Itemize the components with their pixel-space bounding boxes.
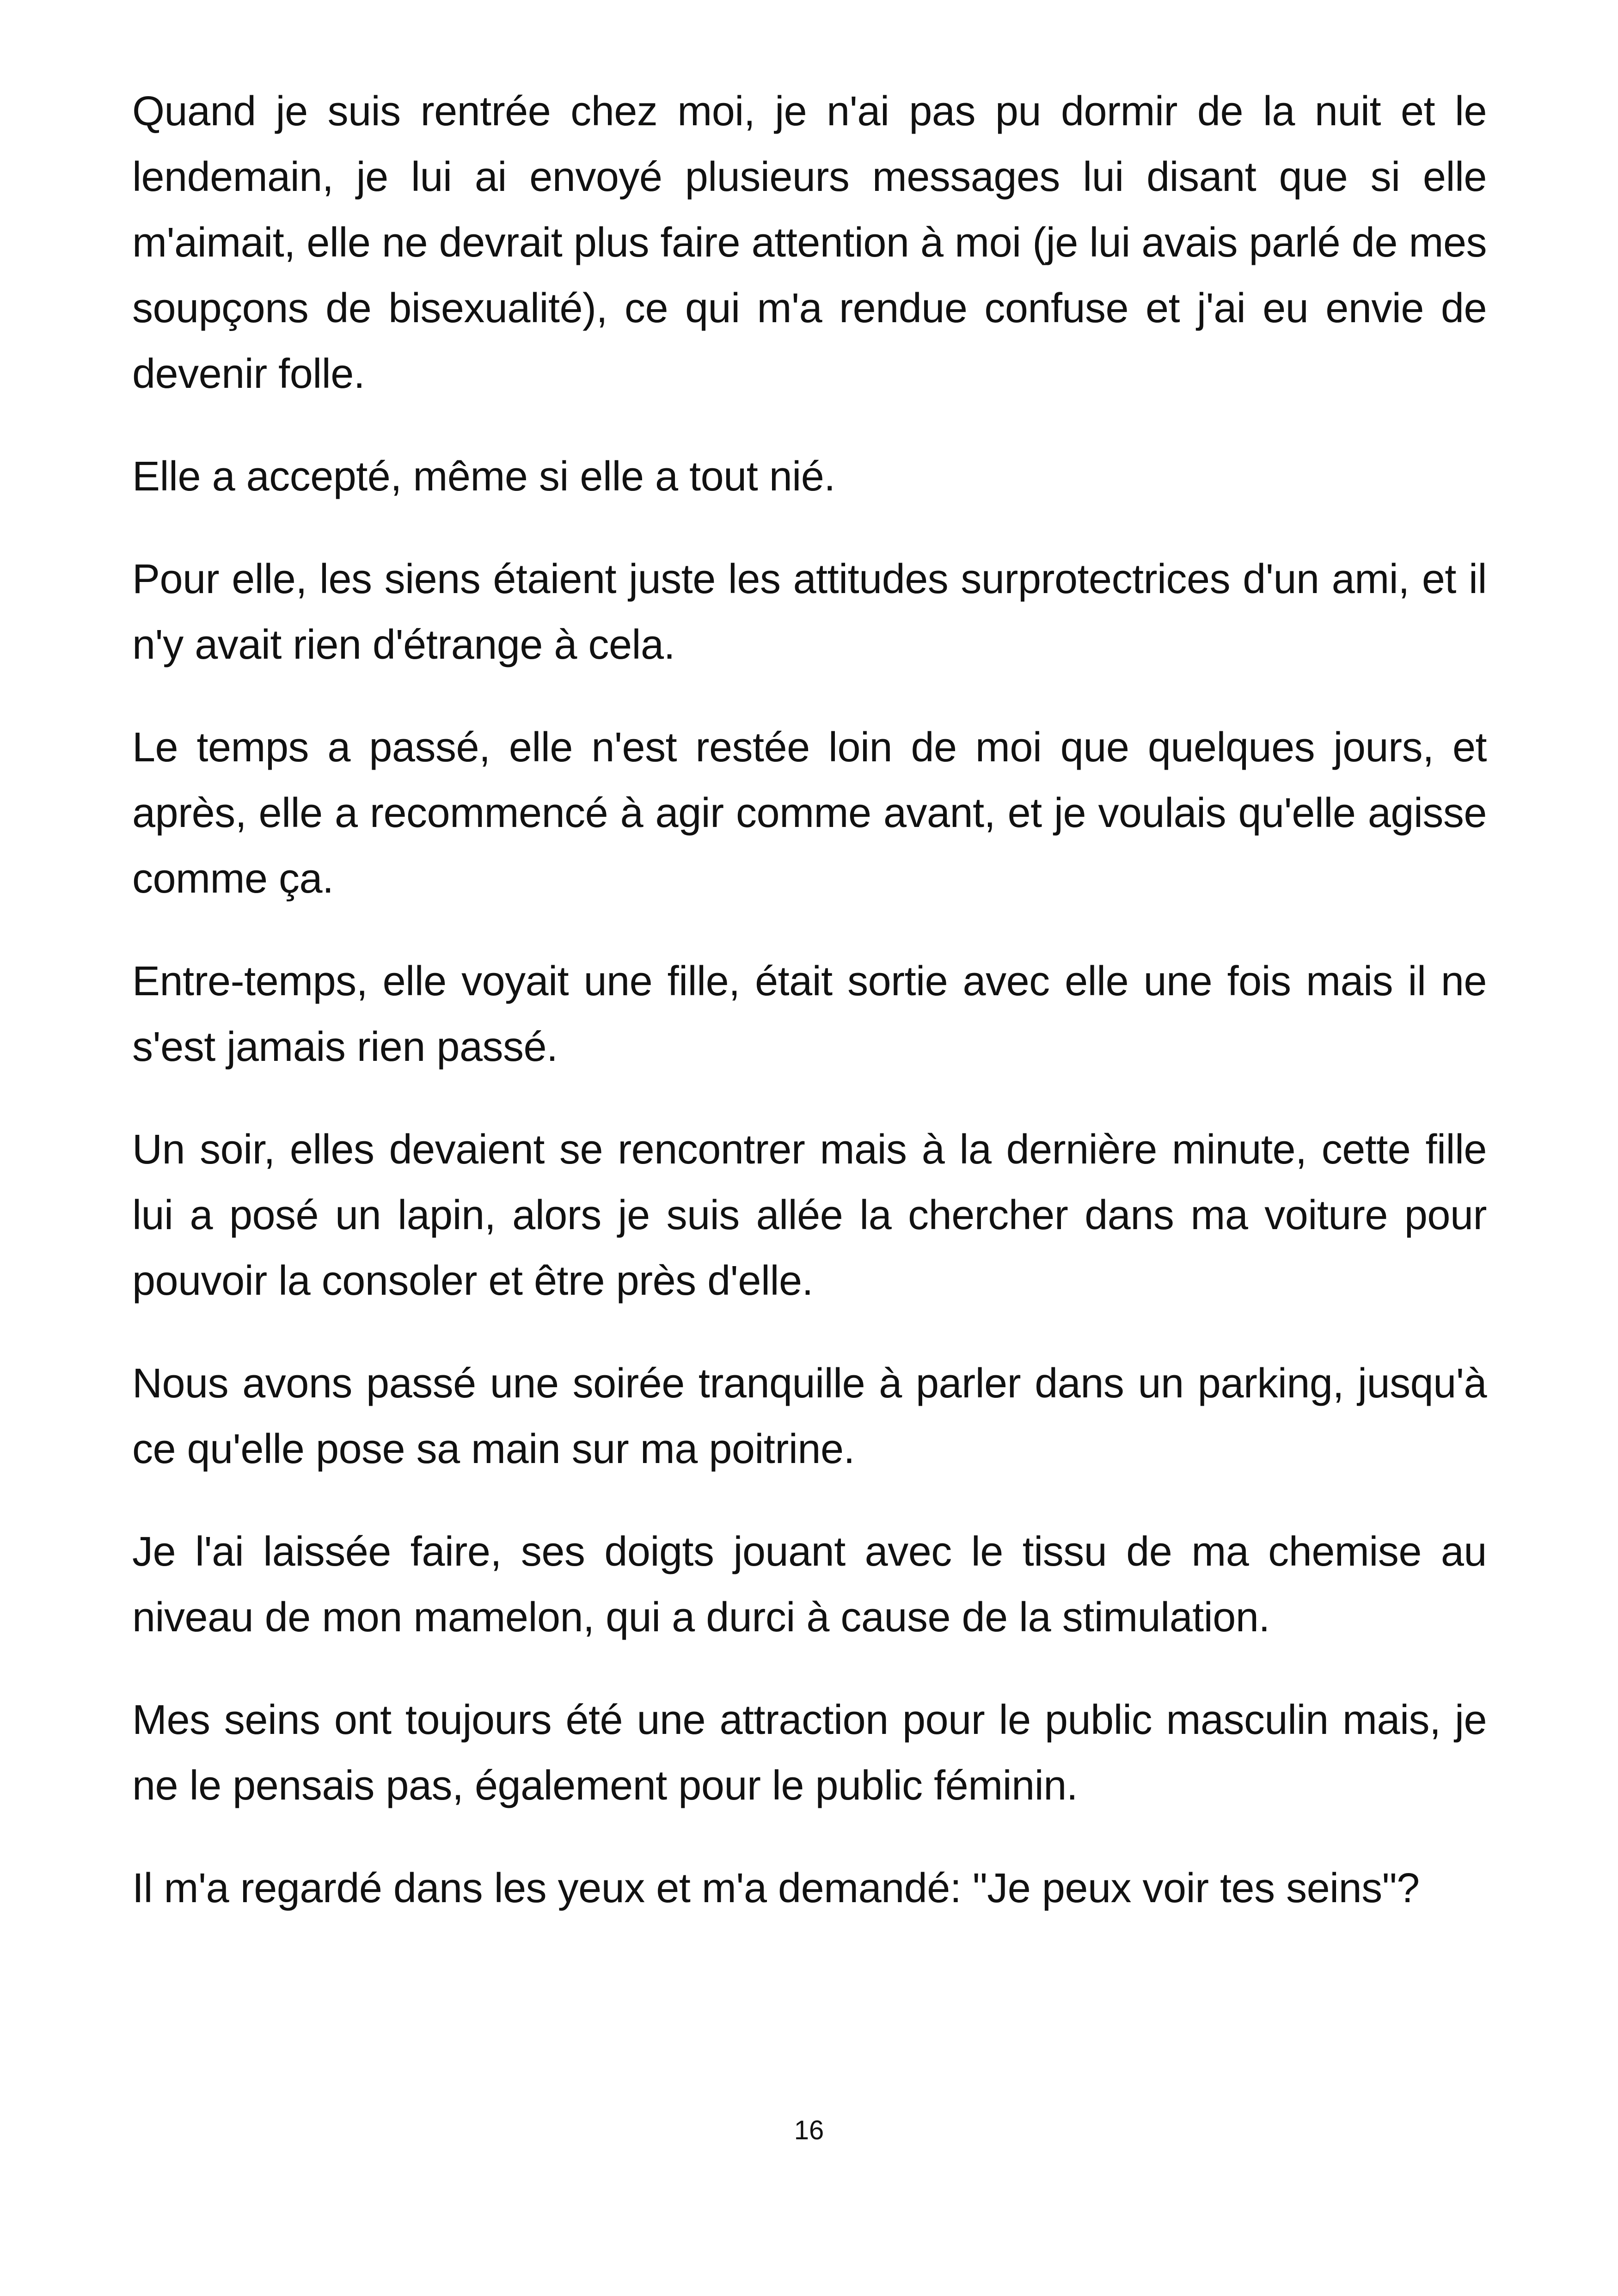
paragraph-1: Quand je suis rentrée chez moi, je n'ai pas pu dormir de la nuit et le lendemain, je lui ai envoyé plusieurs messages lui disant que si elle m'aimait, elle ne devrait plus faire attention à moi (je lui avais parlé de mes soupçons de bisexualité), ce qui m'a rendue confuse et j'ai eu envie de devenir folle. — [132, 88, 1487, 397]
paragraph-10: Il m'a regardé dans les yeux et m'a demandé: "Je peux voir tes seins"? — [132, 1865, 1420, 1911]
paragraph-2: Elle a accepté, même si elle a tout nié. — [132, 453, 835, 500]
paragraph-6: Un soir, elles devaient se rencontrer mais à la dernière minute, cette fille lui a posé un lapin, alors je suis allée la chercher dans ma voiture pour pouvoir la consoler et être près d'elle. — [132, 1127, 1487, 1304]
paragraph-8: Je l'ai laissée faire, ses doigts jouant avec le tissu de ma chemise au niveau de mon mamelon, qui a durci à cause de la stimulation. — [132, 1529, 1487, 1641]
paragraph-7: Nous avons passé une soirée tranquille à parler dans un parking, jusqu'à ce qu'elle pose sa main sur ma poitrine. — [132, 1360, 1487, 1472]
page-number: 16 — [794, 2115, 824, 2145]
body-text — [132, 79, 1487, 1958]
paragraph-5: Entre-temps, elle voyait une fille, était sortie avec elle une fois mais il ne s'est jamais rien passé. — [132, 958, 1487, 1070]
paragraph-9: Mes seins ont toujours été une attraction pour le public masculin mais, je ne le pensais pas, également pour le public féminin. — [132, 1697, 1487, 1809]
paragraph-4: Le temps a passé, elle n'est restée loin de moi que quelques jours, et après, elle a recommencé à agir comme avant, et je voulais qu'elle agisse comme ça. — [132, 724, 1487, 902]
paragraph-3: Pour elle, les siens étaient juste les attitudes surprotectrices d'un ami, et il n'y avait rien d'étrange à cela. — [132, 556, 1487, 668]
